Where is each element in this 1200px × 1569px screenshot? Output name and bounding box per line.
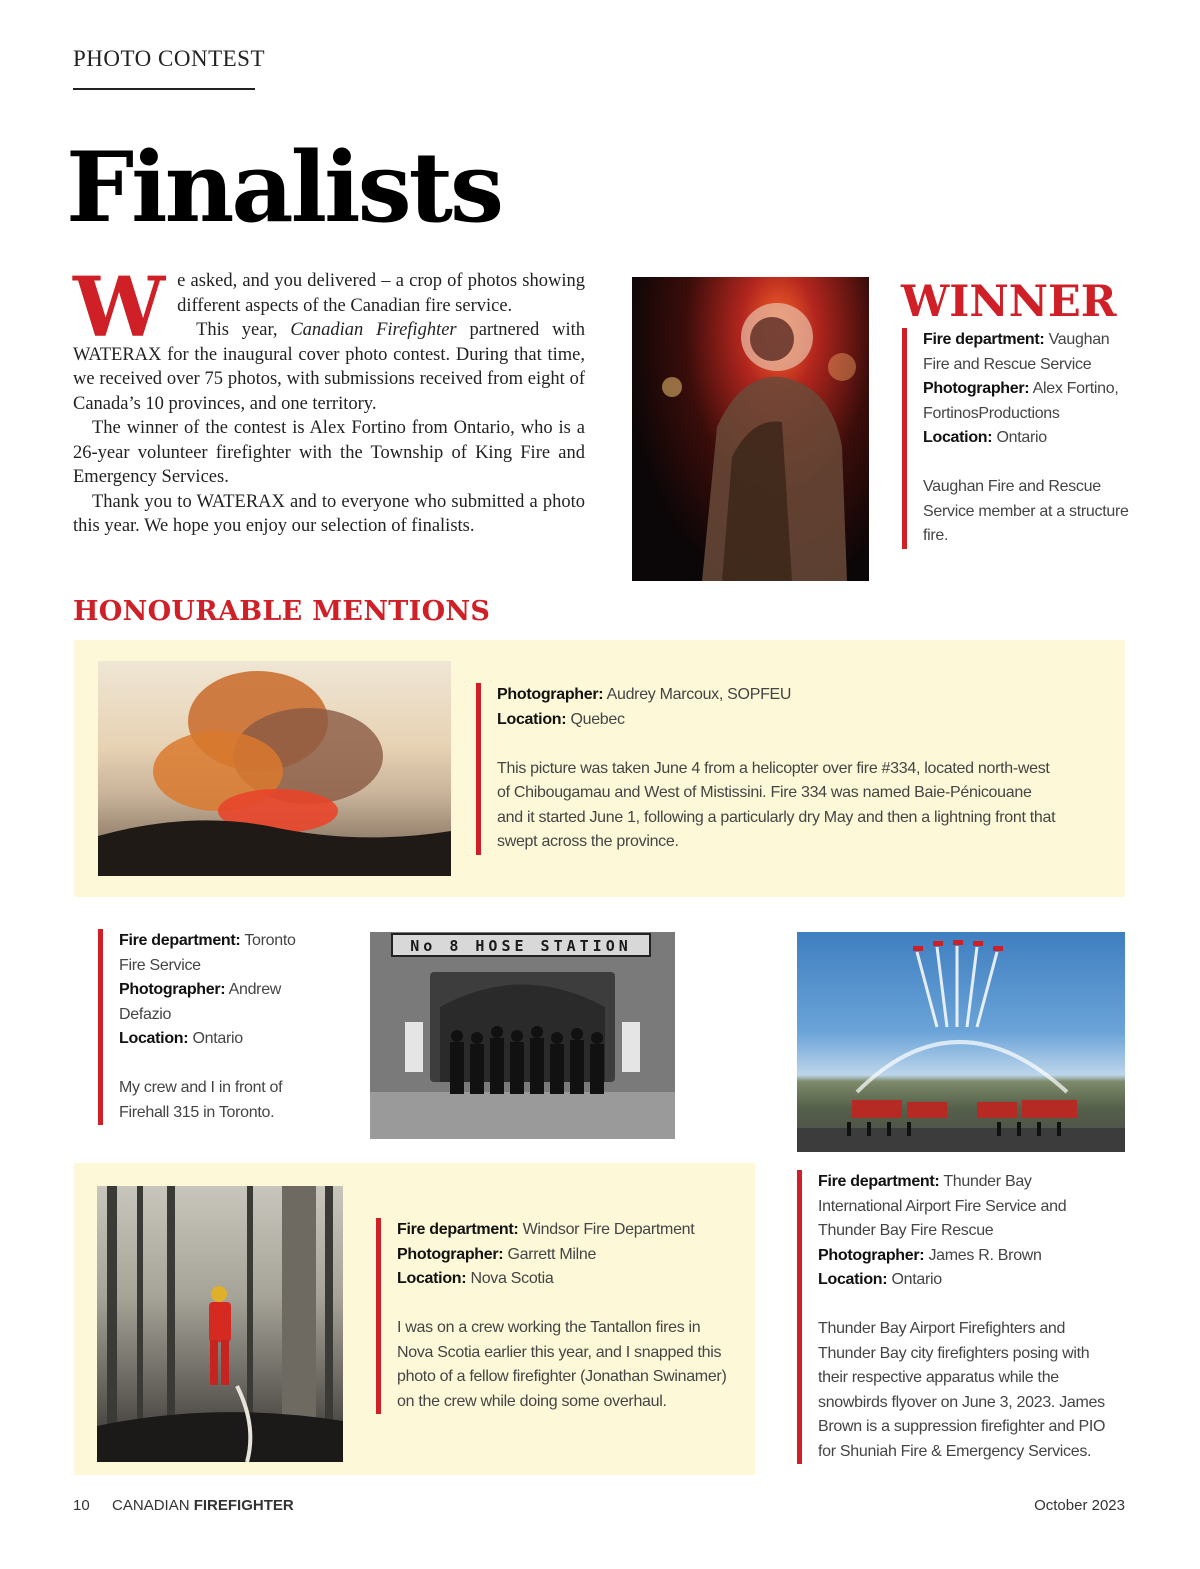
photographer-value: James R. Brown xyxy=(928,1246,1042,1264)
intro-paragraph-3: The winner of the contest is Alex Fortino from Ontario, who is a 26-year volunteer firefighter with the Township of King Fire and Emergency Services. xyxy=(73,418,585,487)
location-label: Location: xyxy=(497,710,567,728)
photographer-label: Photographer: xyxy=(397,1245,504,1263)
nova-scotia-photographer xyxy=(397,1243,737,1268)
quebec-photographer xyxy=(497,683,1057,708)
winner-photographer xyxy=(923,377,1129,426)
fire-department-value: Vaughan Fire and Rescue Service xyxy=(923,331,1110,373)
section-label: PHOTO CONTEST xyxy=(73,46,266,71)
issue-date: October 2023 xyxy=(1034,1497,1125,1514)
quebec-location xyxy=(497,708,1057,733)
nova-scotia-fire-department xyxy=(397,1218,737,1243)
fire-department-label: Fire department: xyxy=(923,331,1045,348)
photographer-value: Audrey Marcoux, SOPFEU xyxy=(606,686,792,703)
location-label: Location: xyxy=(818,1271,888,1288)
fire-department-label: Fire department: xyxy=(818,1173,940,1190)
photographer-value: Andrew Defazio xyxy=(119,981,282,1023)
thunder-bay-caption xyxy=(797,1170,1108,1464)
toronto-location xyxy=(119,1027,319,1052)
location-label: Location: xyxy=(923,429,993,446)
toronto-photo xyxy=(370,932,675,1139)
nova-scotia-caption xyxy=(376,1218,737,1414)
location-value: Ontario xyxy=(996,429,1047,446)
toronto-description: My crew and I in front of Firehall 315 in Toronto. xyxy=(119,1079,283,1121)
thunder-bay-fire-department xyxy=(818,1170,1108,1244)
thunder-bay-photographer xyxy=(818,1244,1108,1269)
page-title: Finalists xyxy=(66,131,501,244)
thunder-bay-location xyxy=(818,1268,1108,1293)
intro-p2-before: This year, xyxy=(196,320,291,340)
drop-cap: W xyxy=(73,260,166,356)
fire-department-value: Toronto Fire Service xyxy=(119,932,296,974)
location-value: Nova Scotia xyxy=(470,1270,554,1287)
nova-scotia-location xyxy=(397,1267,737,1292)
intro-p2-after: partnered with WATERAX for the inaugural cover photo contest. During that time, we received over 75 photos, with submissions received from eight of Canada’s 10 provinces, and one territory. xyxy=(73,320,585,414)
airport-salute-scene xyxy=(797,932,1125,1152)
location-label: Location: xyxy=(397,1270,467,1287)
toronto-photographer xyxy=(119,978,319,1027)
location-label: Location: xyxy=(119,1030,189,1047)
fire-department-value: Windsor Fire Department xyxy=(522,1221,695,1238)
magazine-name: Canadian Firefighter xyxy=(290,320,457,340)
winner-fire-department xyxy=(923,328,1129,377)
fire-department-label: Fire department: xyxy=(119,932,241,949)
toronto-fire-department xyxy=(119,929,319,978)
forest-fire-smoke xyxy=(98,661,451,876)
honourable-mentions-heading: HONOURABLE MENTIONS xyxy=(73,596,491,627)
nova-scotia-description: I was on a crew working the Tantallon fires in Nova Scotia earlier this year, and I snapped this photo of a fellow firefighter (Jonathan Swinamer) on the crew while doing some overhaul. xyxy=(397,1319,727,1410)
photographer-label: Photographer: xyxy=(923,380,1030,397)
location-value: Quebec xyxy=(570,710,625,728)
thunder-bay-photo xyxy=(797,932,1125,1152)
winner-location xyxy=(923,426,1129,451)
magazine-name-bold: FIREFIGHTER xyxy=(193,1497,294,1514)
quebec-description: This picture was taken June 4 from a helicopter over fire #334, located north-west of Chibougamau and West of Mistissini. Fire 334 was named Baie-Pénicouane and it started June 1, following a particularly dry May and then a lightning front that swept across the province. xyxy=(497,759,1056,850)
magazine-name-light: CANADIAN xyxy=(112,1497,194,1514)
photographer-label: Photographer: xyxy=(497,686,604,703)
winner-caption xyxy=(902,328,1129,549)
winner-description: Vaughan Fire and Rescue Service member at a structure fire. xyxy=(923,478,1129,544)
nova-scotia-photo xyxy=(97,1186,343,1462)
photographer-value: Garrett Milne xyxy=(507,1245,597,1263)
fire-department-value: Thunder Bay International Airport Fire Service and Thunder Bay Fire Rescue xyxy=(818,1173,1067,1239)
location-value: Ontario xyxy=(891,1271,942,1288)
photographer-label: Photographer: xyxy=(818,1246,925,1264)
toronto-caption xyxy=(98,929,319,1125)
section-rule xyxy=(73,88,255,90)
quebec-photo xyxy=(98,661,451,876)
page-number: 10 xyxy=(73,1497,90,1514)
quebec-caption xyxy=(476,683,1057,855)
intro-text xyxy=(73,260,585,539)
hose-station-sign: No 8 HOSE STATION xyxy=(410,937,632,955)
photographer-label: Photographer: xyxy=(119,981,226,998)
firefighter-figure xyxy=(209,1286,231,1385)
intro-paragraph-4: Thank you to WATERAX and to everyone who submitted a photo this year. We hope you enjoy our selection of finalists. xyxy=(73,491,585,536)
location-value: Ontario xyxy=(192,1030,243,1047)
winner-photo xyxy=(632,277,869,581)
burned-forest-scene xyxy=(97,1186,343,1462)
photographer-value: Alex Fortino, FortinosProductions xyxy=(923,380,1119,422)
thunder-bay-description: Thunder Bay Airport Firefighters and Thunder Bay city firefighters posing with their respective apparatus while the snowbirds flyover on June 3, 2023. James Brown is a suppression firefighter and PIO for Shuniah Fire & Emergency Services. xyxy=(818,1320,1106,1460)
firehall-scene xyxy=(370,932,675,1139)
intro-p1-text: e asked, and you delivered – a crop of photos showing different aspects of the Canadian fire service. xyxy=(177,271,585,316)
footer-left xyxy=(73,1497,294,1514)
winner-heading: WINNER xyxy=(901,277,1117,327)
fire-department-label: Fire department: xyxy=(397,1221,519,1238)
firefighter-silhouette xyxy=(632,277,869,581)
